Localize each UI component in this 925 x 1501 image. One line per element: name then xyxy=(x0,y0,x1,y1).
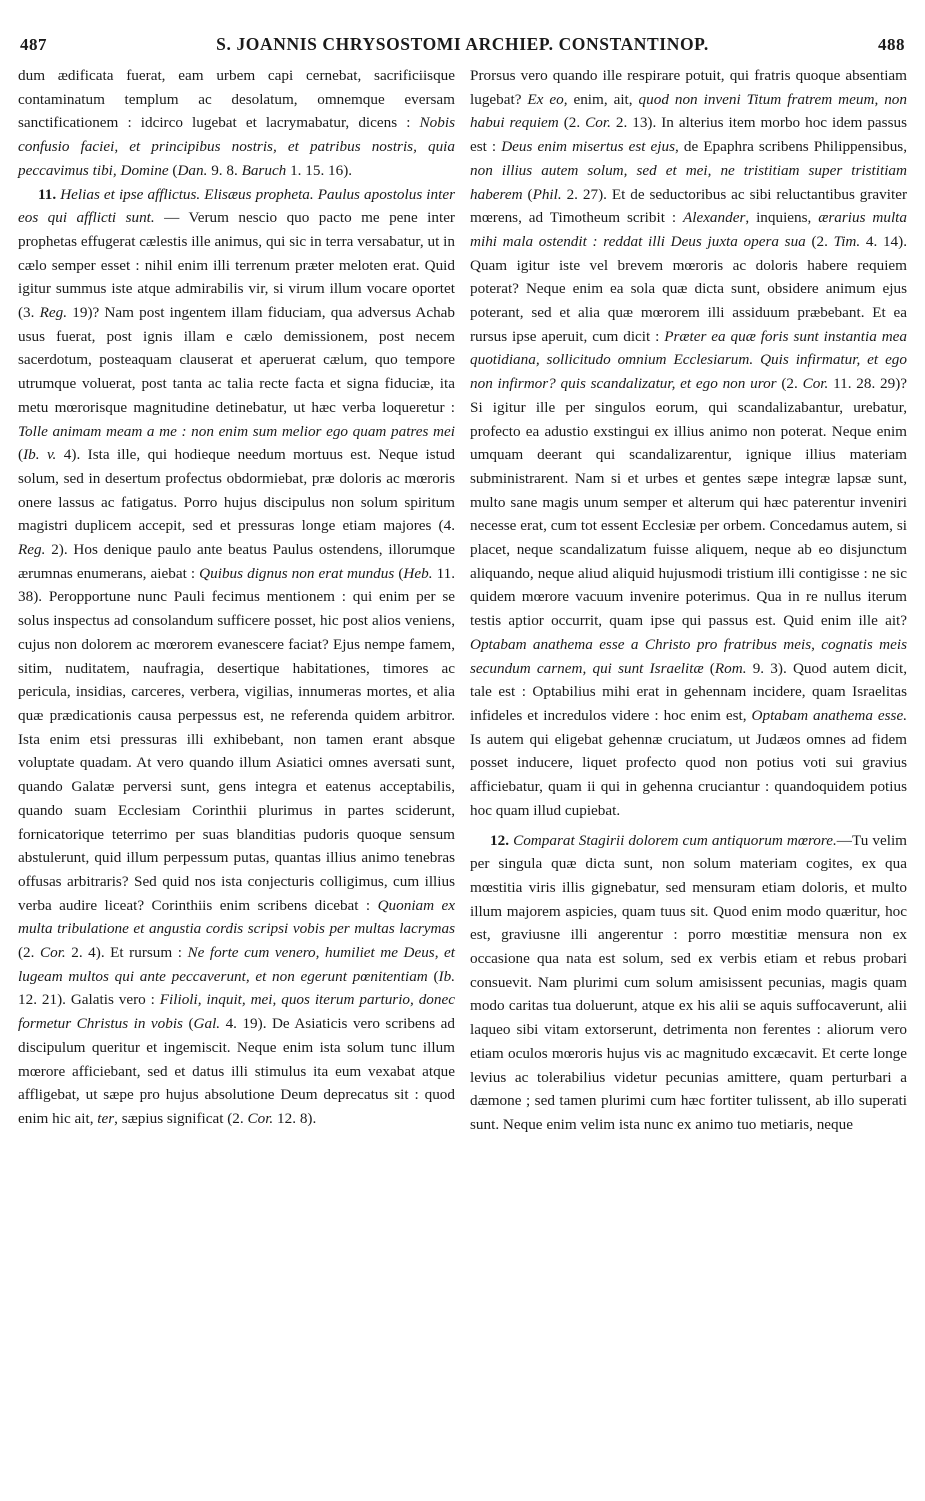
italic-run: Reg. xyxy=(18,541,46,559)
italic-run: Gal. xyxy=(193,1015,221,1033)
text-run: , inquiens, xyxy=(745,209,819,227)
italic-run: Cor. xyxy=(39,944,66,962)
text-run: ( xyxy=(522,185,533,203)
text-run: 4). Ista ille, qui hodieque needum mortuus est. Neque istud solum, sed in desertum profectus obdormiebat, præ doloris ac mœroris onere lassus ac fatigatus. Porro hujus discipulus non solum spiritum magistri duplicem accepit, sed et pressuras longe etiam majores (4. xyxy=(18,446,456,535)
running-header xyxy=(20,34,905,56)
italic-run: Helias et ipse afflictus. Elisæus propheta. Paulus apostolus inter eos qui afflicti sunt. xyxy=(18,185,455,227)
italic-run: Cor. xyxy=(247,1109,274,1127)
italic-run: Quibus dignus non erat mundus xyxy=(199,564,395,582)
text-run: 1. 15. 16). xyxy=(286,161,353,179)
italic-run: Baruch xyxy=(241,161,287,179)
paragraph-section-12 xyxy=(470,829,907,1137)
italic-run: Filioli, inquit, mei, quos iterum parturio, donec formetur Christus in vobis xyxy=(18,991,455,1033)
italic-run: Optabam anathema esse a Christo pro fratribus meis, cognatis meis secundum carnem, qui sunt Israelitæ xyxy=(470,635,907,677)
text-run: (2. xyxy=(805,232,834,250)
left-column xyxy=(18,64,455,1131)
text-run: ( xyxy=(168,161,178,179)
text-run: 11. 28. 29)? Si igitur ille per singulos eorum, qui scandalizabantur, urebatur, profecto ea adustio exstingui ex illius animo non poterat. Neque enim umquam deerant qui scandalizarentur, ignique illius materiam subministrarent. Nam si et urbes et gentes sæpe integræ lapsæ sunt, multo sane magis unum semper et alterum qui hæc paterentur inveniri necesse erat, cum tot essent Ecclesiæ per orbem. Concedamus autem, si placet, neque scandalizatum fuisse aliquem, neque ab eo disjunctum aliquando, neque aliud aliquid hujusmodi tristium illi contigisse : ne sic quidem mœrore vacuum invenire poterimus. Qua in re nullus iterum testis aptior occurrit, quam ipse qui passus est. Quid enim ille ait? xyxy=(470,375,908,630)
text-run: Is autem qui eligebat gehennæ cruciatum, ut Judæos omnes ad fidem posset inducere, liquet profecto quod non potius voti sui gravius afficiebatur, quam ii qui in gehenna cruciantur : quandoquidem potius hoc quam illud cupiebat. xyxy=(470,730,907,819)
text-run: 11. 38). Peropportune nunc Pauli fecimus mentionem : qui enim per se solus inspectus ad consolandum sufficere posset, hic post alios veniens, cujus non dolorem ac mœrorem evanescere faciat? Ejus nempe famem, sitim, nuditatem, naufragia, desertique habitationes, timores ac pericula, insidias, carceres, verbera, vigilias, innumeras mortes, et alia quæ prædicationis causa perpessus est, ne referenda quidem arbitror. Ista enim etsi pressuras illi exhibebant, non tamen erant absque voluptate quadam. At vero quando illum Asiatici omnes aversati sunt, quando Galatæ perversi sunt, gens integra et eatenus acceptabilis, quando suam Ecclesiam Corinthii plurimus in partes sciderunt, fornicatorique teterrimo per suas blanditias pudoris quoque sensum abstulerunt, quid illum perpessum putas, quantas illius animo tenebras offusas arbitraris? Sed quid nos ista conjecturis colligimus, cum illius verba audire liceat? Corinthiis enim scribens dicebat : xyxy=(18,564,456,914)
text-run: ( xyxy=(394,564,404,582)
paragraph-section-11 xyxy=(18,183,455,1131)
italic-run: Nobis confusio faciei, et principibus nostris, et patribus nostris, quia peccavimus tibi, Domine xyxy=(18,114,455,179)
text-run: ( xyxy=(182,1015,194,1033)
text-run: ( xyxy=(703,659,715,677)
text-run: ( xyxy=(427,967,439,985)
text-run: ( xyxy=(18,446,24,464)
italic-run: Cor. xyxy=(802,375,829,393)
text-run: (2. xyxy=(558,114,586,132)
text-run: (2. xyxy=(18,944,40,962)
italic-run: Dan. xyxy=(177,161,208,179)
italic-run: Cor. xyxy=(585,114,611,132)
text-run: dum ædificata fuerat, eam urbem capi cernebat, sacrificiisque contaminatum templum ac desolatum, omnemque eversam sanctificationem : idcirco lugebat et lacrymabatur, dicens : xyxy=(18,67,455,132)
italic-run: Phil. xyxy=(532,185,562,203)
text-run: , de Epaphra scribens Philippensibus, xyxy=(675,138,908,156)
text-run: 2. 27). Et de seductoribus ac sibi reluctantibus graviter mœrens, ad Timotheum scribit : xyxy=(470,185,908,227)
italic-run: Tolle animam meam a me : non enim sum melior ego quam patres mei xyxy=(18,422,455,440)
italic-run: Comparat Stagirii dolorem cum antiquorum mœrore. xyxy=(513,831,837,849)
text-run: —Tu velim per singula quæ dicta sunt, non solum materiam cogites, ex qua mœstitia viris illis gignebatur, sed mensuram etiam doloris, et multo illum majorem aspicies, quam tuus sit. Quod enim modo quæritur, hoc est, graviusne illi angerentur : porro mœstitiæ mensura non ex occasione qua nata est solum, sed ex verbis etiam et rebus probari consuevit. Nam plurimi cum solum amisissent pecunias, magis quam modo caritas tua doluerunt, atque ex his alii se aquis suffocaverunt, alii laqueo sibi vitam extorserunt, detrimenta non ferentes : aliorum vero etiam oculos mœroris hujus vis ac magnitudo excæcavit. Et certe longe levius ac tolerabilius videtur pecunias amittere, quam perturbari a dæmone ; sed tamen plurimi cum hæc fortiter tulissent, ab illo superati sunt. Neque enim velim ista nunc ex animo tuo metiaris, neque xyxy=(470,831,907,1133)
text-run: 19)? Nam post ingentem illam fiduciam, qua adversus Achab usus fuerat, post ignis illam e cælo demissionem, post necem sacerdotum, posteaquam clauserat et aperuerat cælum, quo tempore utrumque voluerat, post tanta ac talia recte facta et signa fiduciæ, ita metu mœrorisque magnitudine detinebatur, ut hæc verba loqueretur : xyxy=(18,304,455,416)
italic-run: ter xyxy=(97,1109,115,1127)
text-run: 2). Hos denique paulo ante beatus Paulus ostendens, illorumque ærumnas enumerans, aiebat : xyxy=(18,541,455,582)
text-run: 9. 3). Quod autem dicit, tale est : Optabilius mihi erat in gehennam incidere, quam Israelitas infideles et incredulos videre : hoc enim est, xyxy=(470,659,907,724)
bold-run: 11. xyxy=(38,185,61,203)
text-run: 12. 8). xyxy=(273,1109,317,1127)
paragraph-continuation-right xyxy=(470,64,907,823)
text-run: 12. 21). Galatis vero : xyxy=(18,991,160,1009)
italic-run: Ne forte cum venero, humiliet me Deus, et lugeam multos qui ante peccaverunt, et non egerunt pœnitentiam xyxy=(18,944,455,985)
page-number-left: 487 xyxy=(20,35,47,54)
italic-run: Ib. xyxy=(438,967,455,985)
text-run: 4. 19). De Asiaticis vero scribens ad discipulum queritur et ingemiscit. Neque enim ista solum tunc illum mœrore afficiebant, sed et datus illi stimulus ita eum vexabat atque affligebat, ut sæpe pro hujus absolutione Deum deprecatus sit : quod enim hic ait, xyxy=(18,1015,455,1127)
text-run: enim, ait, xyxy=(567,90,639,108)
right-column xyxy=(470,64,907,1137)
page-number-right: 488 xyxy=(878,35,905,54)
text-run: (2. xyxy=(776,375,803,393)
text-run: 2. 13). In alterius item morbo hoc idem passus est : xyxy=(470,114,907,156)
italic-run: Ex eo, xyxy=(527,90,568,108)
italic-run: quod non inveni Titum fratrem meum, non habui requiem xyxy=(470,90,907,132)
italic-run: non illius autem solum, sed et mei, ne tristitiam super tristitiam haberem xyxy=(470,161,907,203)
italic-run: Rom. xyxy=(714,659,747,677)
text-run: 4. 14). Quam igitur iste vel brevem mœroris ac doloris habere requiem poterat? Neque enim ea sola quæ dicta sunt, obsidere animum ejus poterant, sed et alia quæ mœrorem illi assiduum præbebant. Et ea rursus ipse aperuit, cum dicit : xyxy=(470,232,908,345)
text-run: — Verum nescio quo pacto me pene inter prophetas effugerat cælestis ille animus, qui sic in terra versabatur, ut in cælo semper esset : nihil enim illi terrenum præter meloten erat. Quid igitur summus iste atque admirabilis vir, si virum illum vocare oportet (3. xyxy=(18,209,455,322)
italic-run: Tim. xyxy=(833,232,861,250)
text-run: 2. 4). Et rursum : xyxy=(65,944,188,962)
italic-run: Heb. xyxy=(403,564,433,582)
text-run: Prorsus vero quando ille respirare potuit, qui fratris quoque absentiam lugebat? xyxy=(470,67,907,108)
italic-run: Deus enim misertus est ejus xyxy=(501,138,676,156)
italic-run: Quoniam ex multa tribulatione et angustia cordis scripsi vobis per multas lacrymas xyxy=(18,896,456,938)
italic-run: Optabam anathema esse. xyxy=(751,706,908,724)
italic-run: ærarius multa mihi mala ostendit : reddat illi Deus juxta opera sua xyxy=(470,209,907,250)
italic-run: Reg. xyxy=(39,304,68,322)
bold-run: 12. xyxy=(490,831,514,849)
text-run: 9. 8. xyxy=(207,161,242,179)
italic-run: Ib. v. xyxy=(23,446,57,464)
paragraph-continuation xyxy=(18,64,455,183)
running-title: S. JOANNIS CHRYSOSTOMI ARCHIEP. CONSTANTINOP. xyxy=(216,34,709,54)
italic-run: Præter ea quæ foris sunt instantia mea quotidiana, sollicitudo omnium Ecclesiarum. Quis infirmatur, et ego non infirmor? quis scandalizatur, et ego non uror xyxy=(470,327,907,393)
text-run: , sæpius significat (2. xyxy=(114,1109,248,1127)
italic-run: Alexander xyxy=(682,209,746,227)
